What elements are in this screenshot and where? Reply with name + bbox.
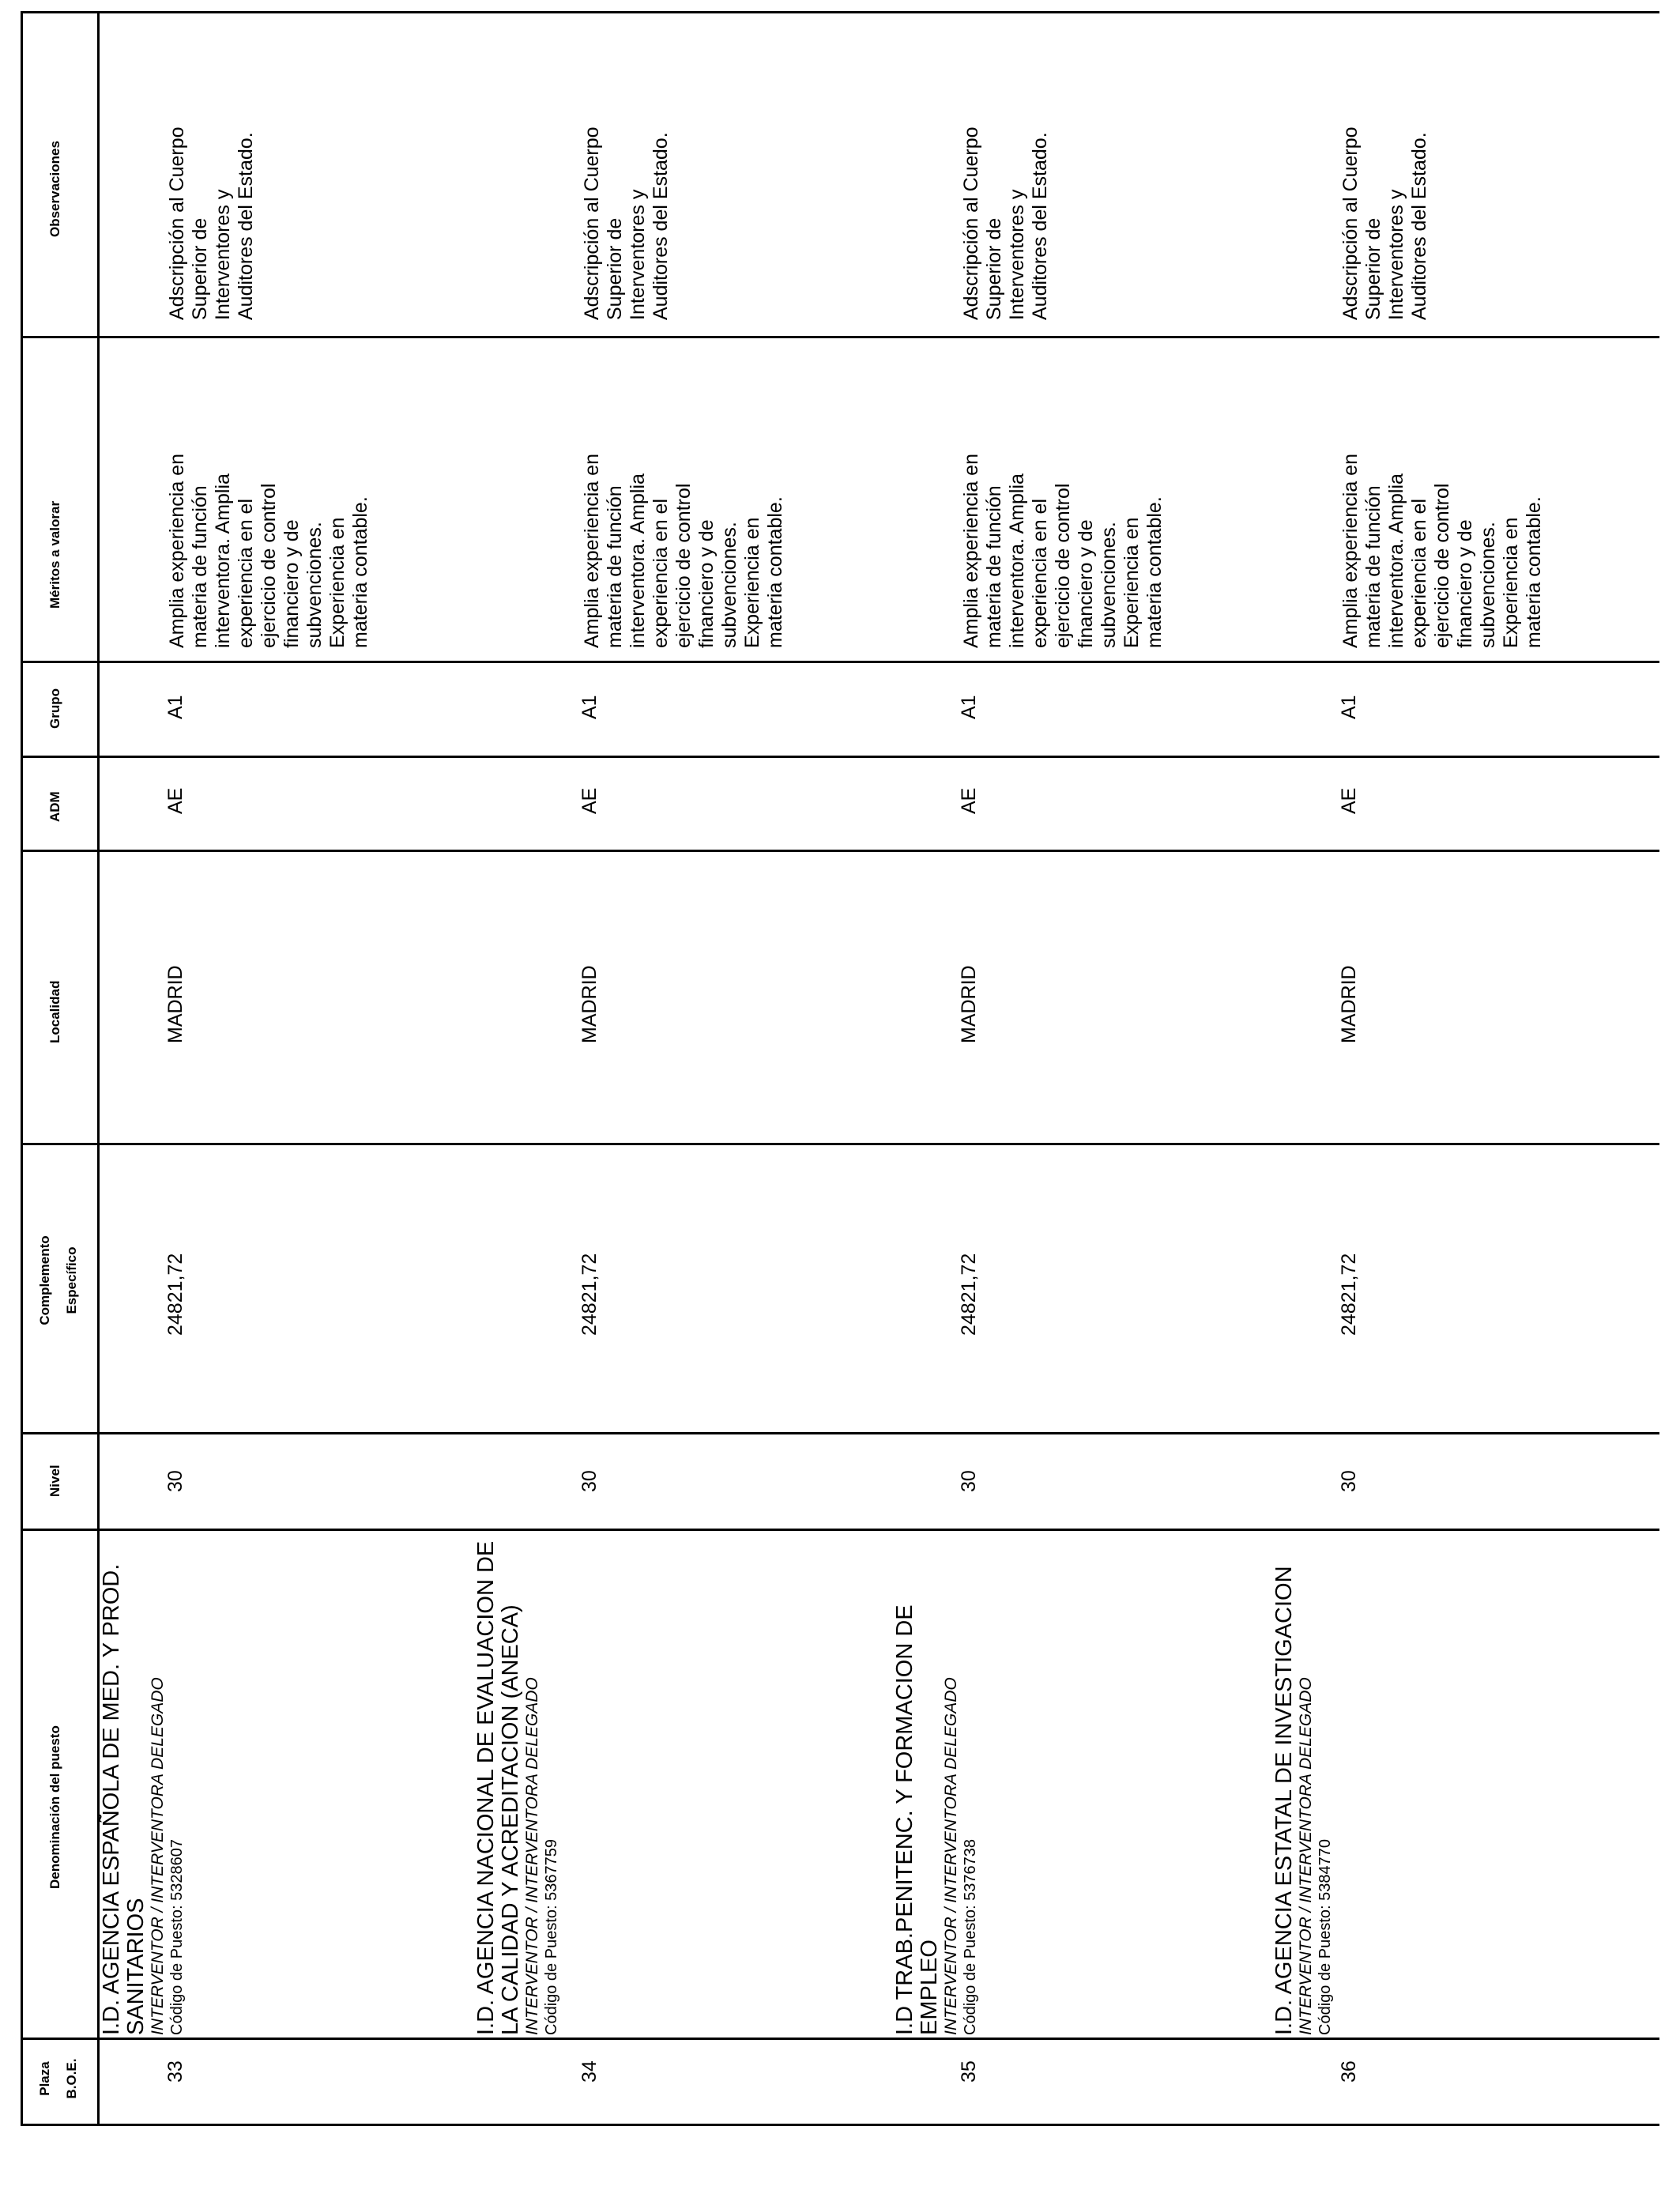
complemento-value: 24821,72 [1338, 1253, 1360, 1336]
meritos-line: ejercicio de control [258, 483, 280, 648]
header-localidad: Localidad [47, 980, 62, 1043]
observaciones-line: Auditores del Estado. [650, 132, 672, 320]
position-title: INTERVENTOR / INTERVENTORA DELEGADO [942, 1677, 960, 2035]
observaciones-line: Superior de [983, 217, 1005, 320]
observaciones-cell [166, 67, 258, 320]
grupo-value: A1 [1338, 695, 1360, 719]
meritos-line: materia de función [189, 485, 211, 648]
observaciones-line: Adscripción al Cuerpo [960, 126, 982, 320]
observaciones-line: Interventores y [1385, 189, 1407, 320]
meritos-line: materia de función [604, 485, 626, 648]
entity-name: I.D TRAB.PENITENC. Y FORMACION DE EMPLEO [892, 1604, 942, 2035]
row-divider [21, 1143, 1659, 1145]
entity-name: I.D. AGENCIA NACIONAL DE EVALUACION DE LA CALIDAD Y ACREDITACION (ANECA) [473, 1540, 523, 2035]
meritos-line: Experiencia en [1121, 517, 1143, 648]
observaciones-line: Superior de [1362, 217, 1384, 320]
denominacion-cell [474, 1529, 561, 2035]
nivel-value: 30 [1338, 1470, 1360, 1492]
meritos-line: Amplia experiencia en [960, 454, 982, 648]
meritos-line: subvenciones. [1098, 522, 1120, 648]
nivel-value: 30 [958, 1470, 980, 1492]
observaciones-line: Adscripción al Cuerpo [166, 126, 188, 320]
observaciones-line: Interventores y [627, 189, 649, 320]
observaciones-line: Interventores y [212, 189, 234, 320]
localidad-value: MADRID [164, 965, 186, 1043]
denominacion-cell [100, 1529, 186, 2035]
meritos-line: materia de función [1362, 485, 1384, 648]
position-title: INTERVENTOR / INTERVENTORA DELEGADO [523, 1677, 541, 2035]
meritos-line: interventora. Amplia [1385, 473, 1407, 648]
header-complemento-line2: Específico [64, 1246, 79, 1314]
position-code: Código de Puesto: 5367759 [543, 1839, 560, 2035]
observaciones-line: Interventores y [1006, 189, 1028, 320]
meritos-line: experiencia en el [1029, 498, 1051, 648]
meritos-line: subvenciones. [303, 522, 326, 648]
adm-value: AE [1338, 787, 1360, 814]
localidad-value: MADRID [578, 965, 601, 1043]
meritos-line: Amplia experiencia en [581, 454, 603, 648]
row-divider [21, 1432, 1659, 1434]
complemento-value: 24821,72 [164, 1253, 186, 1336]
plaza-number: 36 [1338, 2060, 1360, 2083]
position-title: INTERVENTOR / INTERVENTORA DELEGADO [1297, 1677, 1315, 2035]
meritos-cell [960, 411, 1166, 648]
header-complemento [32, 1225, 85, 1336]
row-divider [21, 756, 1659, 758]
denominacion-cell [893, 1529, 980, 2035]
position-code: Código de Puesto: 5384770 [1317, 1839, 1334, 2035]
meritos-line: interventora. Amplia [627, 473, 649, 648]
observaciones-cell [581, 67, 672, 320]
grupo-value: A1 [164, 695, 186, 719]
table-frame [21, 11, 1659, 2126]
plaza-number: 34 [578, 2060, 601, 2083]
meritos-cell [581, 411, 787, 648]
complemento-value: 24821,72 [578, 1253, 601, 1336]
observaciones-line: Superior de [189, 217, 211, 320]
header-plaza-line2: B.O.E. [64, 2058, 79, 2099]
meritos-line: subvenciones. [1477, 522, 1499, 648]
meritos-line: Amplia experiencia en [1339, 454, 1362, 648]
meritos-line: financiero y de [1075, 519, 1097, 648]
position-code: Código de Puesto: 5376738 [962, 1839, 979, 2035]
meritos-line: interventora. Amplia [1006, 473, 1028, 648]
header-nivel: Nivel [47, 1465, 62, 1497]
header-plaza-line1: Plaza [37, 2061, 52, 2096]
nivel-value: 30 [164, 1470, 186, 1492]
adm-value: AE [164, 787, 186, 814]
row-divider [21, 850, 1659, 852]
header-meritos: Méritos a valorar [47, 500, 62, 609]
meritos-line: materia contable. [1523, 496, 1545, 648]
plaza-number: 35 [958, 2060, 980, 2083]
plaza-number: 33 [164, 2060, 186, 2083]
meritos-line: materia contable. [764, 496, 786, 648]
entity-name: I.D. AGENCIA ESPAÑOLA DE MED. Y PROD. SANITARIOS [99, 1563, 149, 2035]
observaciones-cell [960, 67, 1052, 320]
meritos-line: materia contable. [1143, 496, 1166, 648]
header-denominacion: Denominación del puesto [47, 1725, 62, 1889]
meritos-line: ejercicio de control [1052, 483, 1074, 648]
meritos-line: interventora. Amplia [212, 473, 234, 648]
observaciones-line: Auditores del Estado. [235, 132, 257, 320]
grupo-value: A1 [958, 695, 980, 719]
denominacion-cell [1272, 1529, 1335, 2035]
meritos-line: experiencia en el [650, 498, 672, 648]
header-grupo: Grupo [47, 688, 62, 729]
meritos-line: Experiencia en [326, 517, 348, 648]
observaciones-line: Auditores del Estado. [1029, 132, 1051, 320]
header-observaciones: Observaciones [47, 141, 62, 237]
row-divider [21, 661, 1659, 663]
localidad-value: MADRID [1338, 965, 1360, 1043]
observaciones-line: Superior de [604, 217, 626, 320]
meritos-line: ejercicio de control [672, 483, 695, 648]
meritos-cell [1339, 411, 1546, 648]
position-title: INTERVENTOR / INTERVENTORA DELEGADO [149, 1677, 167, 2035]
meritos-line: experiencia en el [1408, 498, 1430, 648]
header-plaza [32, 2051, 85, 2106]
entity-name: I.D. AGENCIA ESTATAL DE INVESTIGACION [1271, 1566, 1297, 2035]
meritos-line: financiero y de [1454, 519, 1476, 648]
row-divider [21, 1529, 1659, 1531]
meritos-line: materia de función [983, 485, 1005, 648]
meritos-line: Experiencia en [741, 517, 763, 648]
meritos-line: financiero y de [695, 519, 718, 648]
row-divider [21, 2038, 1659, 2040]
meritos-line: subvenciones. [718, 522, 740, 648]
header-adm: ADM [47, 791, 62, 822]
meritos-line: materia contable. [349, 496, 371, 648]
adm-value: AE [958, 787, 980, 814]
observaciones-line: Adscripción al Cuerpo [1339, 126, 1362, 320]
meritos-line: experiencia en el [235, 498, 257, 648]
meritos-line: ejercicio de control [1431, 483, 1453, 648]
observaciones-line: Adscripción al Cuerpo [581, 126, 603, 320]
localidad-value: MADRID [958, 965, 980, 1043]
header-complemento-line1: Complemento [37, 1235, 52, 1325]
observaciones-line: Auditores del Estado. [1408, 132, 1430, 320]
meritos-line: Experiencia en [1500, 517, 1522, 648]
adm-value: AE [578, 787, 601, 814]
position-code: Código de Puesto: 5328607 [168, 1839, 186, 2035]
observaciones-cell [1339, 67, 1431, 320]
meritos-line: Amplia experiencia en [166, 454, 188, 648]
meritos-line: financiero y de [281, 519, 303, 648]
grupo-value: A1 [578, 695, 601, 719]
complemento-value: 24821,72 [958, 1253, 980, 1336]
row-divider [21, 336, 1659, 338]
nivel-value: 30 [578, 1470, 601, 1492]
meritos-cell [166, 411, 372, 648]
